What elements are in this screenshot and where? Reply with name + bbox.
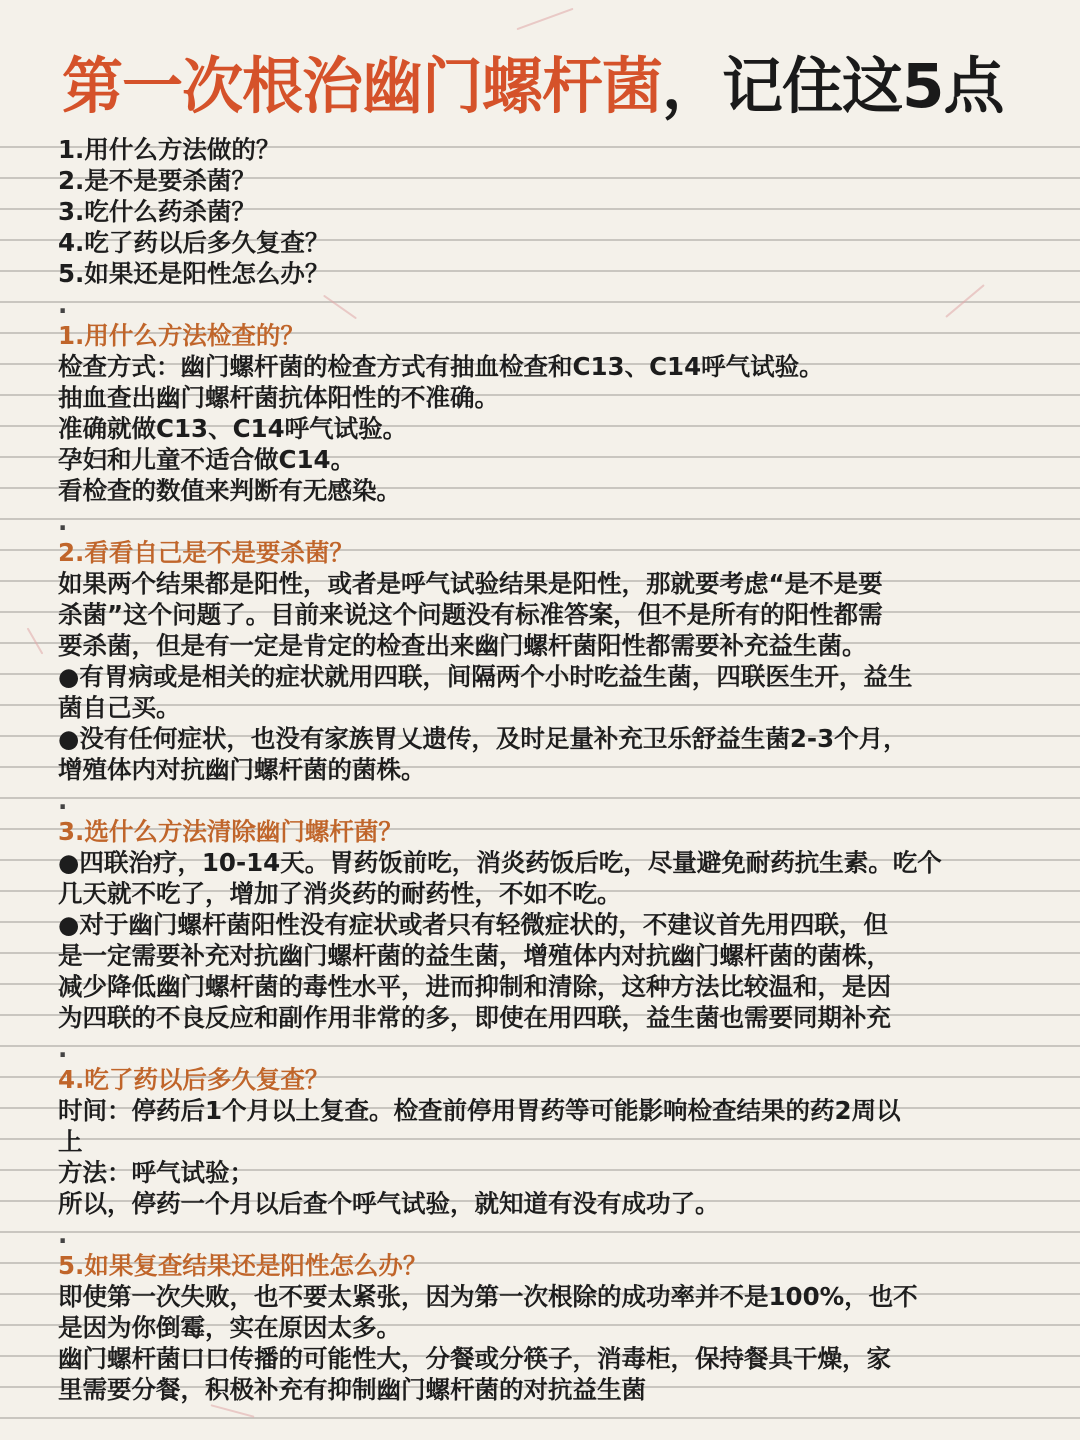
paragraph-line: 孕妇和儿童不适合做C14。: [58, 445, 356, 474]
article-body: [58, 134, 1033, 1405]
paragraph-line: ●对于幽门螺杆菌阳性没有症状或者只有轻微症状的，不建议首先用四联，但: [58, 910, 888, 939]
paragraph-line: ●有胃病或是相关的症状就用四联，间隔两个小时吃益生菌，四联医生开，益生: [58, 662, 913, 691]
section-treatment-method: [58, 816, 1033, 1033]
paragraph-line: 上: [58, 1127, 83, 1156]
toc-item: 1.用什么方法做的？: [58, 135, 281, 164]
page-title: [62, 42, 1042, 132]
paragraph-line: 如果两个结果都是阳性，或者是呼气试验结果是阳性，那就要考虑“是不是要: [58, 569, 883, 598]
section-heading: 3.选什么方法清除幽门螺杆菌？: [58, 817, 403, 846]
paragraph-line: 增殖体内对抗幽门螺杆菌的菌株。: [58, 755, 426, 784]
paragraph-line: 为四联的不良反应和副作用非常的多，即使在用四联，益生菌也需要同期补充: [58, 1003, 891, 1032]
section-still-positive: [58, 1250, 1033, 1405]
paragraph-line: 是一定需要补充对抗幽门螺杆菌的益生菌，增殖体内对抗幽门螺杆菌的菌株，: [58, 941, 891, 970]
paragraph-line: 要杀菌，但是有一定是肯定的检查出来幽门螺杆菌阳性都需要补充益生菌。: [58, 631, 867, 660]
paragraph-line: 杀菌”这个问题了。目前来说这个问题没有标准答案，但不是所有的阳性都需: [58, 600, 883, 629]
toc-item: 5.如果还是阳性怎么办？: [58, 259, 330, 288]
paragraph-line: 里需要分餐，积极补充有抑制幽门螺杆菌的对抗益生菌: [58, 1375, 646, 1404]
section-check-method: [58, 320, 1033, 506]
section-heading: 5.如果复查结果还是阳性怎么办？: [58, 1251, 428, 1280]
paragraph-line: ●四联治疗，10-14天。胃药饭前吃，消炎药饭后吃，尽量避免耐药抗生素。吃个: [58, 848, 942, 877]
page-title-rest: ，记住这5点: [662, 51, 1004, 122]
paragraph-line: 时间：停药后1个月以上复查。检查前停用胃药等可能影响检查结果的药2周以: [58, 1096, 901, 1125]
paragraph-line: 幽门螺杆菌口口传播的可能性大，分餐或分筷子，消毒柜，保持餐具干燥，家: [58, 1344, 891, 1373]
paragraph-line: 即使第一次失败，也不要太紧张，因为第一次根除的成功率并不是100%，也不: [58, 1282, 918, 1311]
section-separator: .: [58, 290, 68, 319]
toc-item: 4.吃了药以后多久复查？: [58, 228, 330, 257]
paragraph-line: 菌自己买。: [58, 693, 181, 722]
section-recheck-timing: [58, 1064, 1033, 1219]
paragraph-line: 几天就不吃了，增加了消炎药的耐药性，不如不吃。: [58, 879, 622, 908]
section-separator: .: [58, 507, 68, 536]
paragraph-line: 方法：呼气试验；: [58, 1158, 254, 1187]
paragraph-line: 是因为你倒霉，实在原因太多。: [58, 1313, 401, 1342]
paragraph-line: 看检查的数值来判断有无感染。: [58, 476, 401, 505]
paragraph-line: 准确就做C13、C14呼气试验。: [58, 414, 408, 443]
toc-item: 2.是不是要杀菌？: [58, 166, 256, 195]
paragraph-line: 所以，停药一个月以后查个呼气试验，就知道有没有成功了。: [58, 1189, 720, 1218]
table-of-contents: [58, 134, 1033, 289]
page-title-highlight: 第一次根治幽门螺杆菌: [62, 51, 663, 122]
paragraph-line: ●没有任何症状，也没有家族胃乂遗传，及时足量补充卫乐舒益生菌2-3个月，: [58, 724, 908, 753]
paragraph-line: 抽血查出幽门螺杆菌抗体阳性的不准确。: [58, 383, 499, 412]
section-separator: .: [58, 1220, 68, 1249]
paragraph-line: 减少降低幽门螺杆菌的毒性水平，进而抑制和清除，这种方法比较温和，是因: [58, 972, 891, 1001]
section-separator: .: [58, 786, 68, 815]
section-heading: 1.用什么方法检查的？: [58, 321, 305, 350]
paragraph-line: 检查方式：幽门螺杆菌的检查方式有抽血检查和C13、C14呼气试验。: [58, 352, 824, 381]
section-heading: 2.看看自己是不是要杀菌？: [58, 538, 354, 567]
section-separator: .: [58, 1034, 68, 1063]
section-heading: 4.吃了药以后多久复查？: [58, 1065, 330, 1094]
toc-item: 3.吃什么药杀菌？: [58, 197, 256, 226]
section-need-treatment: [58, 537, 1033, 785]
